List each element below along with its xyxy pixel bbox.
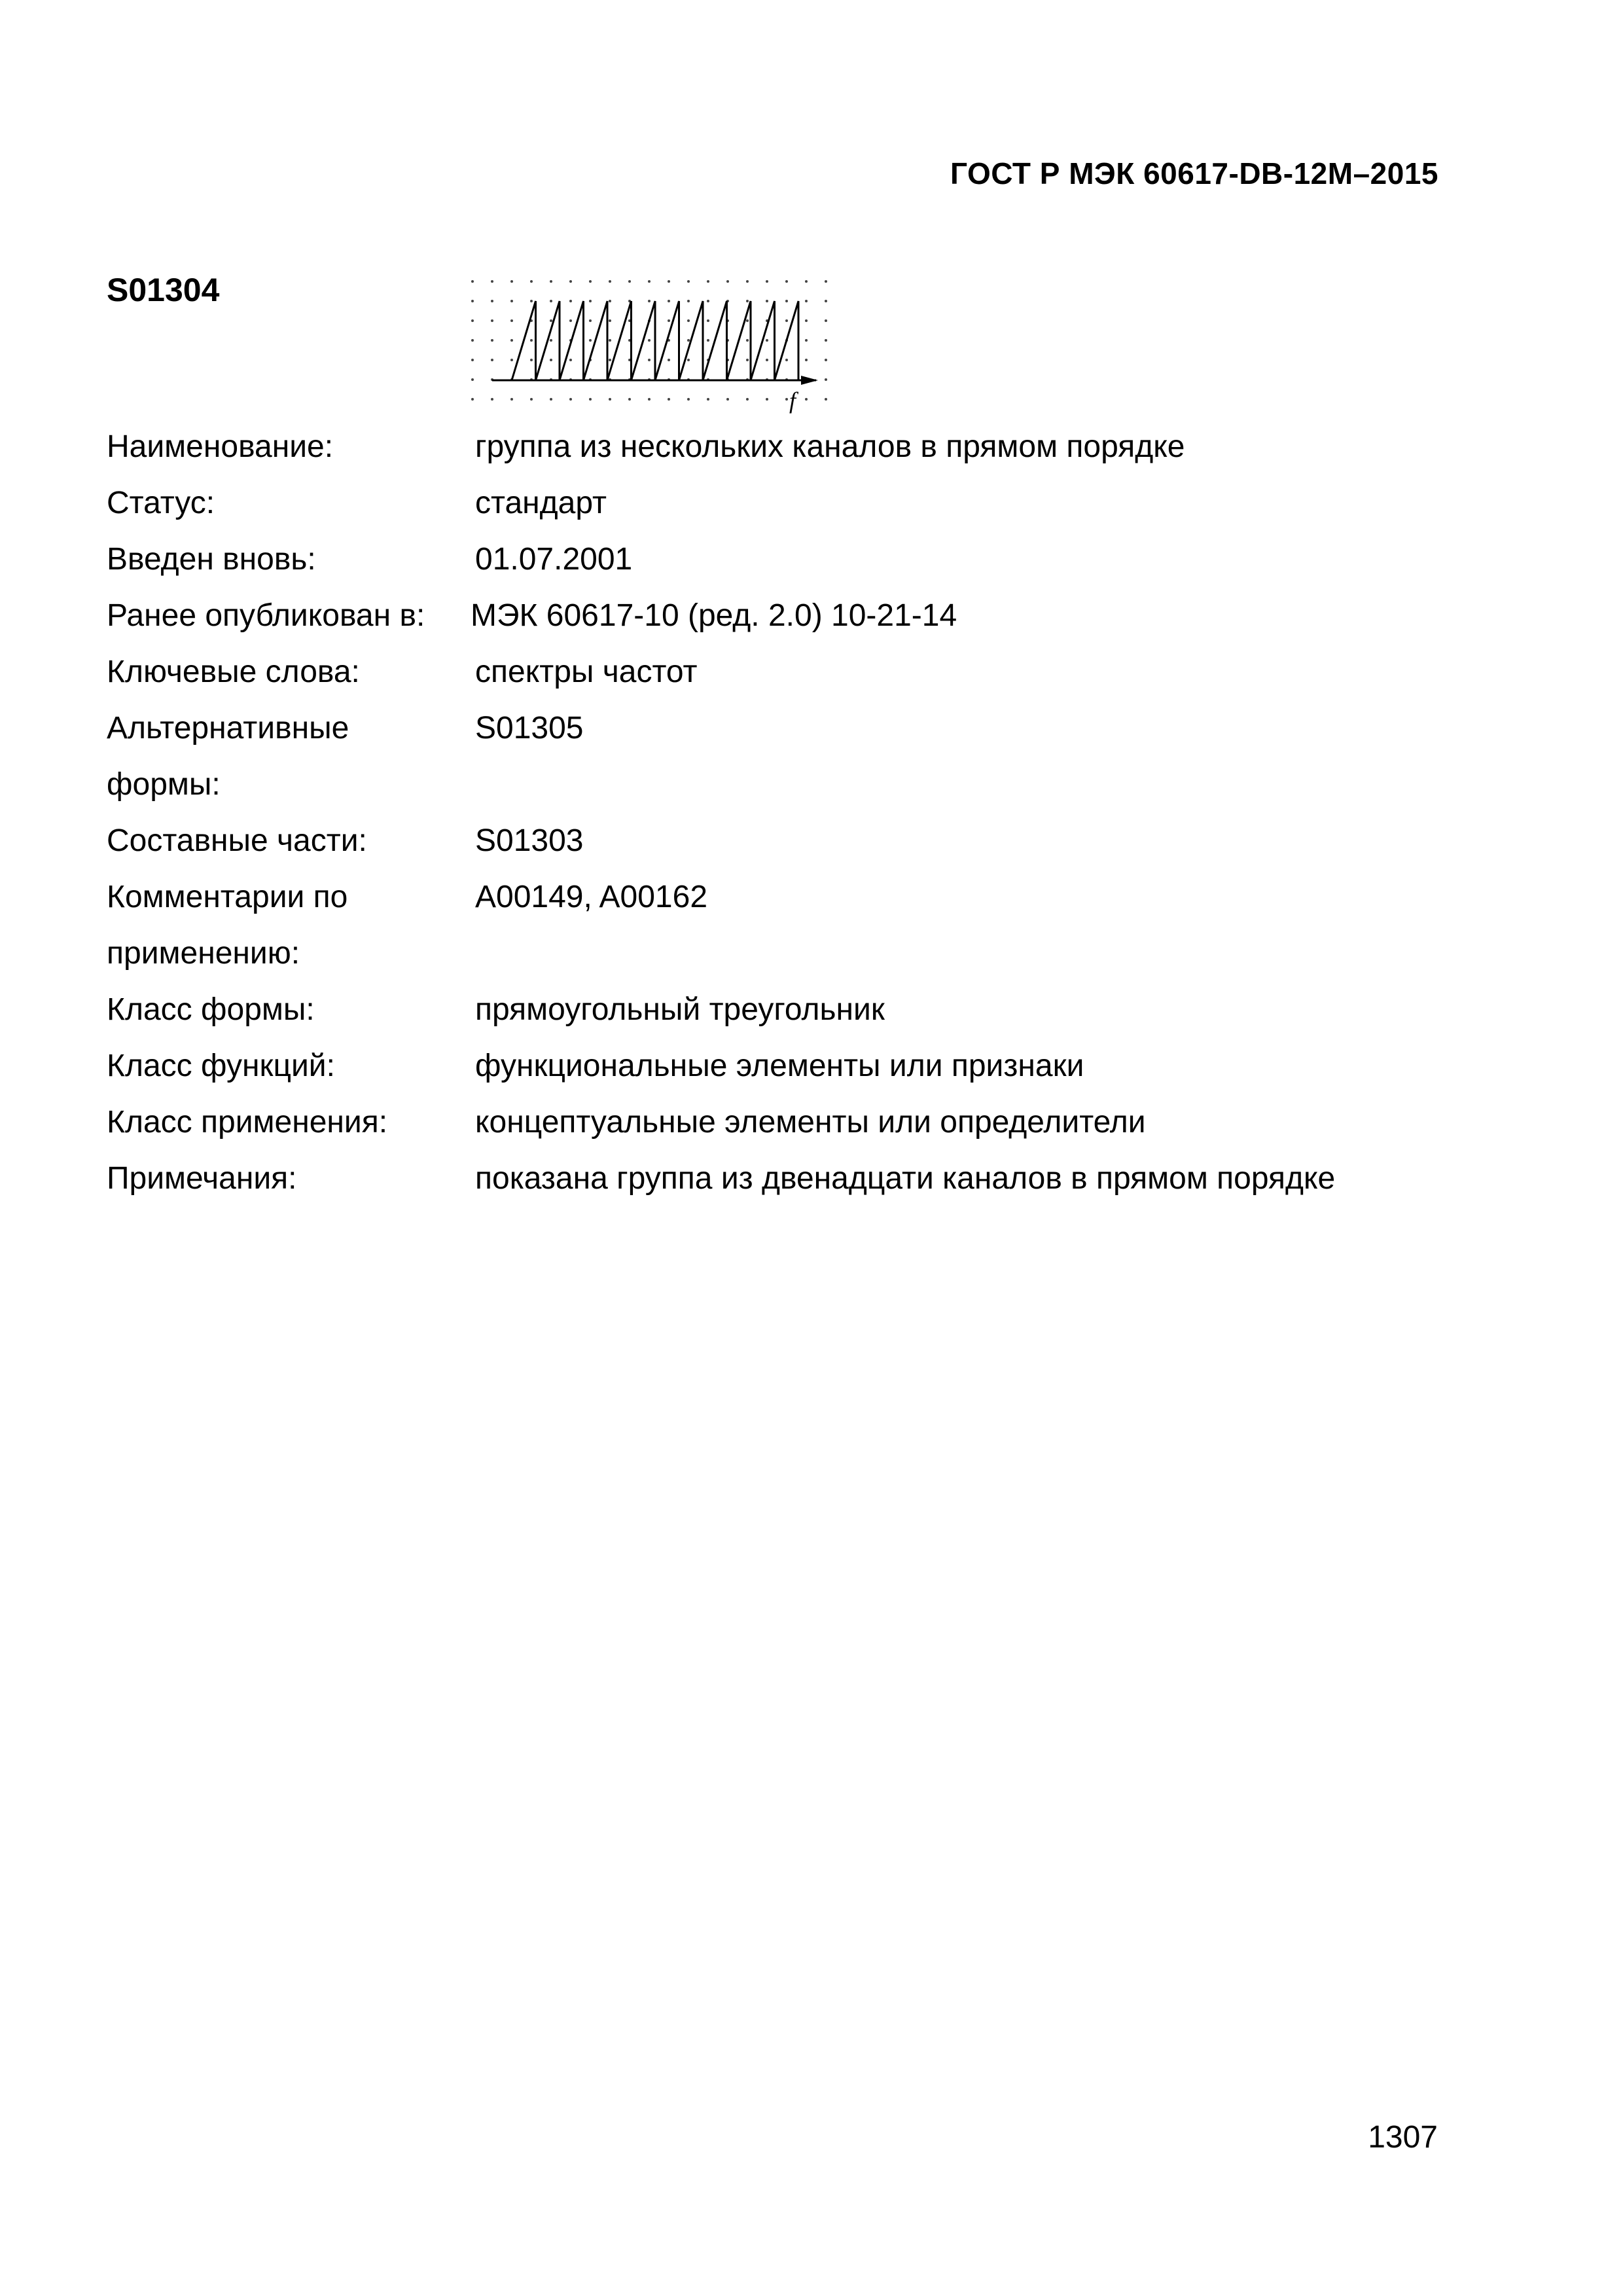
grid-dot [609,280,611,283]
label-notes: Примечания: [107,1161,297,1196]
grid-dot [805,300,808,302]
value-previously-published: МЭК 60617-10 (ред. 2.0) 10-21-14 [471,598,957,633]
grid-dot [687,300,690,302]
grid-dot [766,398,768,401]
grid-dot [628,398,631,401]
value-shape-class: прямоугольный треугольник [475,992,885,1027]
symbol-code: S01304 [107,272,220,308]
label-shape-class: Класс формы: [107,992,315,1027]
grid-dot [668,280,670,283]
grid-dot [569,398,572,401]
grid-dot [648,280,651,283]
row-shape-class [107,982,1481,1038]
label-function-class: Класс функций: [107,1049,335,1083]
grid-dot [510,339,513,342]
grid-dot [471,339,474,342]
grid-dot [569,300,572,302]
grid-dot [805,398,808,401]
grid-dot [648,359,651,361]
grid-dot [609,300,611,302]
grid-dot [609,319,611,322]
axis-arrowhead [801,376,818,385]
grid-dot [805,280,808,283]
grid-dot [668,398,670,401]
grid-dot [707,339,709,342]
grid-dot [707,280,709,283]
grid-dot [471,378,474,381]
standard-designation: ГОСТ Р МЭК 60617-DB-12M–2015 [950,156,1438,190]
grid-dot [550,300,552,302]
axis-letter: f [789,387,796,414]
row-status [107,475,1481,531]
grid-dot [785,359,788,361]
label-application-comments: Комментарии по применению: [107,880,348,971]
value-application-class: концептуальные элементы или определители [475,1105,1146,1139]
grid-dot [668,319,670,322]
value-function-class: функциональные элементы или признаки [475,1049,1084,1083]
grid-dot [707,398,709,401]
sawtooth-frequency-spectrum-symbol-icon [466,274,832,424]
grid-dot [648,300,651,302]
grid-dot [707,319,709,322]
grid-dot [510,319,513,322]
grid-dot [805,319,808,322]
row-application-comments [107,869,1481,982]
label-keywords: Ключевые слова: [107,655,360,689]
grid-dot [746,359,749,361]
row-keywords [107,644,1481,700]
attribute-table [107,419,1481,1207]
row-function-class [107,1038,1481,1094]
grid-dot [510,398,513,401]
value-application-comments: A00149, A00162 [475,880,708,914]
grid-dot [766,280,768,283]
grid-dot [825,398,827,401]
row-notes [107,1151,1481,1207]
grid-dot [510,300,513,302]
grid-dot [589,319,592,322]
grid-dot [530,339,533,342]
grid-dot [785,300,788,302]
grid-dot [550,339,552,342]
value-components: S01303 [475,823,584,858]
grid-dot [707,300,709,302]
row-previously-published [107,588,1481,644]
grid-dot [550,280,552,283]
grid-dot [530,398,533,401]
row-introduced [107,531,1481,588]
grid-dot [510,280,513,283]
grid-dot [589,339,592,342]
row-alternative-forms [107,700,1481,813]
grid-dot [746,319,749,322]
grid-dot [569,359,572,361]
grid-dot [589,398,592,401]
grid-dot [550,319,552,322]
value-status: стандарт [475,486,607,520]
grid-dot [746,280,749,283]
grid-dot [569,319,572,322]
page-number: 1307 [1368,2120,1438,2155]
grid-dot [550,398,552,401]
grid-dot [530,300,533,302]
grid-dot [668,359,670,361]
label-status: Статус: [107,486,215,520]
grid-dot [491,359,493,361]
grid-dot [825,280,827,283]
grid-dot [510,359,513,361]
label-components: Составные части: [107,823,367,858]
grid-dot [609,398,611,401]
grid-dot [491,398,493,401]
grid-dot [687,280,690,283]
grid-dot [668,300,670,302]
row-application-class [107,1094,1481,1151]
grid-dot [491,339,493,342]
value-name: группа из нескольких каналов в прямом порядке [475,429,1185,464]
grid-dot [648,339,651,342]
grid-dot [491,319,493,322]
grid-dot [825,378,827,381]
grid-dot [825,359,827,361]
grid-dot [609,339,611,342]
value-keywords: спектры частот [475,655,698,689]
grid-dot [805,339,808,342]
grid-dot [687,359,690,361]
label-introduced: Введен вновь: [107,542,316,577]
grid-dot [628,280,631,283]
label-name: Наименование: [107,429,334,464]
grid-dot [785,398,788,401]
grid-dot [726,398,729,401]
value-alternative-forms: S01305 [475,711,584,745]
grid-dot [766,359,768,361]
label-application-class: Класс применения: [107,1105,388,1139]
grid-dot [471,398,474,401]
label-alternative-forms: Альтернативные формы: [107,711,349,802]
grid-dot [825,319,827,322]
grid-dot [471,319,474,322]
value-introduced: 01.07.2001 [475,542,633,577]
grid-dot [805,359,808,361]
grid-dot [530,359,533,361]
grid-dot [609,359,611,361]
grid-dot [491,280,493,283]
grid-dot [746,339,749,342]
grid-dot [687,319,690,322]
grid-dot [471,280,474,283]
grid-dot [726,280,729,283]
grid-dot [825,339,827,342]
grid-dot [785,280,788,283]
grid-dot [785,319,788,322]
grid-dot [766,339,768,342]
grid-dot [589,280,592,283]
label-previously-published: Ранее опубликован в: [107,598,425,633]
grid-dot [687,339,690,342]
grid-dot [530,280,533,283]
row-name [107,419,1481,475]
grid-dot [491,300,493,302]
grid-dot [471,359,474,361]
grid-dot [550,359,552,361]
grid-dot [746,300,749,302]
grid-dot [471,300,474,302]
grid-dot [569,280,572,283]
grid-dot [766,300,768,302]
grid-dot [825,300,827,302]
grid-dot [589,300,592,302]
value-notes: показана группа из двенадцати каналов в прямом порядке [475,1161,1336,1196]
channel-sawtooth [512,301,798,380]
row-components [107,813,1481,869]
grid-dot [648,398,651,401]
grid-dot [687,398,690,401]
grid-dot [746,398,749,401]
